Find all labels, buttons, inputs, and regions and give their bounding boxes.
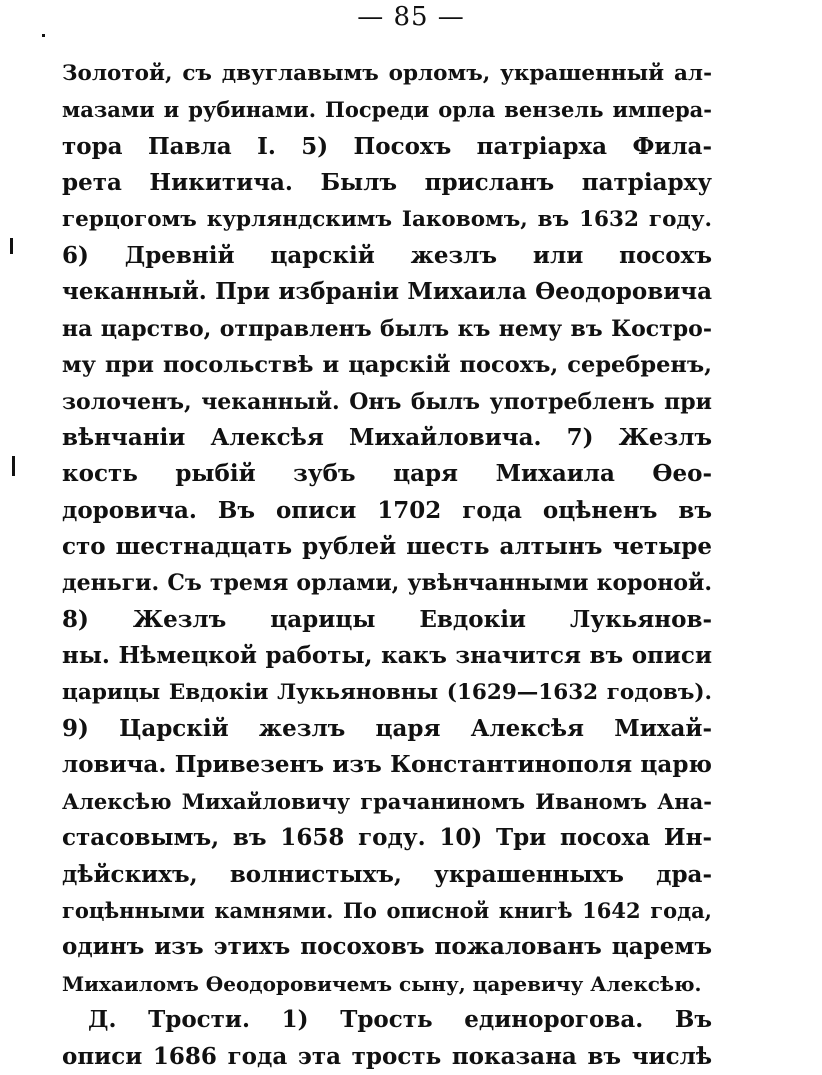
text-line: на царство, отправленъ былъ къ нему въ Костро-: [62, 315, 712, 342]
text-line: дѣйскихъ, волнистыхъ, украшенныхъ дра-: [62, 860, 712, 888]
text-line: одинъ изъ этихъ посоховъ пожалованъ царемъ: [62, 933, 712, 961]
text-line: герцогомъ курляндскимъ Іаковомъ, въ 1632 году.: [62, 206, 712, 232]
text-line: мазами и рубинами. Посреди орла вензель импера-: [62, 97, 712, 123]
text-line: Алексѣю Михайловичу грачаниномъ Иваномъ Ана-: [62, 788, 712, 814]
text-line: описи 1686 года эта трость показана въ числѣ: [62, 1042, 712, 1070]
text-line: доровича. Въ описи 1702 года оцѣненъ въ: [62, 496, 712, 524]
text-line: Золотой, съ двуглавымъ орломъ, украшенный ал-: [62, 61, 712, 86]
text-line: чеканный. При избраніи Михаила Ѳеодоровича: [62, 278, 712, 306]
text-line: Д. Трости. 1) Трость единорогова. Въ: [88, 1006, 712, 1034]
margin-mark: [10, 238, 13, 254]
text-line: кость рыбій зубъ царя Михаила Ѳео-: [62, 460, 712, 488]
text-line: 9) Царскій жезлъ царя Алексѣя Михай-: [62, 715, 712, 743]
text-line: Михаиломъ Ѳеодоровичемъ сыну, царевичу Алексѣю.: [62, 971, 702, 996]
text-line: 6) Древній царскій жезлъ или посохъ: [62, 241, 712, 269]
text-line: му при посольствѣ и царскій посохъ, серебренъ,: [62, 352, 712, 379]
text-line: 8) Жезлъ царицы Евдокіи Лукьянов-: [62, 605, 712, 633]
margin-mark: [12, 456, 15, 476]
margin-mark: [42, 34, 45, 37]
body-text: [62, 56, 712, 1075]
text-line: ловича. Привезенъ изъ Константинополя царю: [62, 751, 712, 779]
text-line: вѣнчаніи Алексѣя Михайловича. 7) Жезлъ: [62, 423, 712, 451]
text-line: сто шестнадцать рублей шесть алтынъ четыре: [62, 533, 712, 561]
text-line: рета Никитича. Былъ присланъ патріарху: [62, 169, 712, 197]
text-line: гоцѣнными камнями. По описной книгѣ 1642 года,: [62, 897, 712, 923]
text-line: царицы Евдокіи Лукьяновны (1629—1632 годовъ).: [62, 679, 712, 705]
text-line: ны. Нѣмецкой работы, какъ значится въ описи: [62, 642, 712, 670]
text-line: стасовымъ, въ 1658 году. 10) Три посоха Ин-: [62, 824, 712, 852]
text-line: деньги. Съ тремя орлами, увѣнчанными короной.: [62, 570, 712, 597]
page-number: — 85 —: [357, 2, 465, 32]
text-line: тора Павла I. 5) Посохъ патріарха Фила-: [62, 132, 712, 160]
text-line: золоченъ, чеканный. Онъ былъ употребленъ при: [62, 388, 712, 415]
